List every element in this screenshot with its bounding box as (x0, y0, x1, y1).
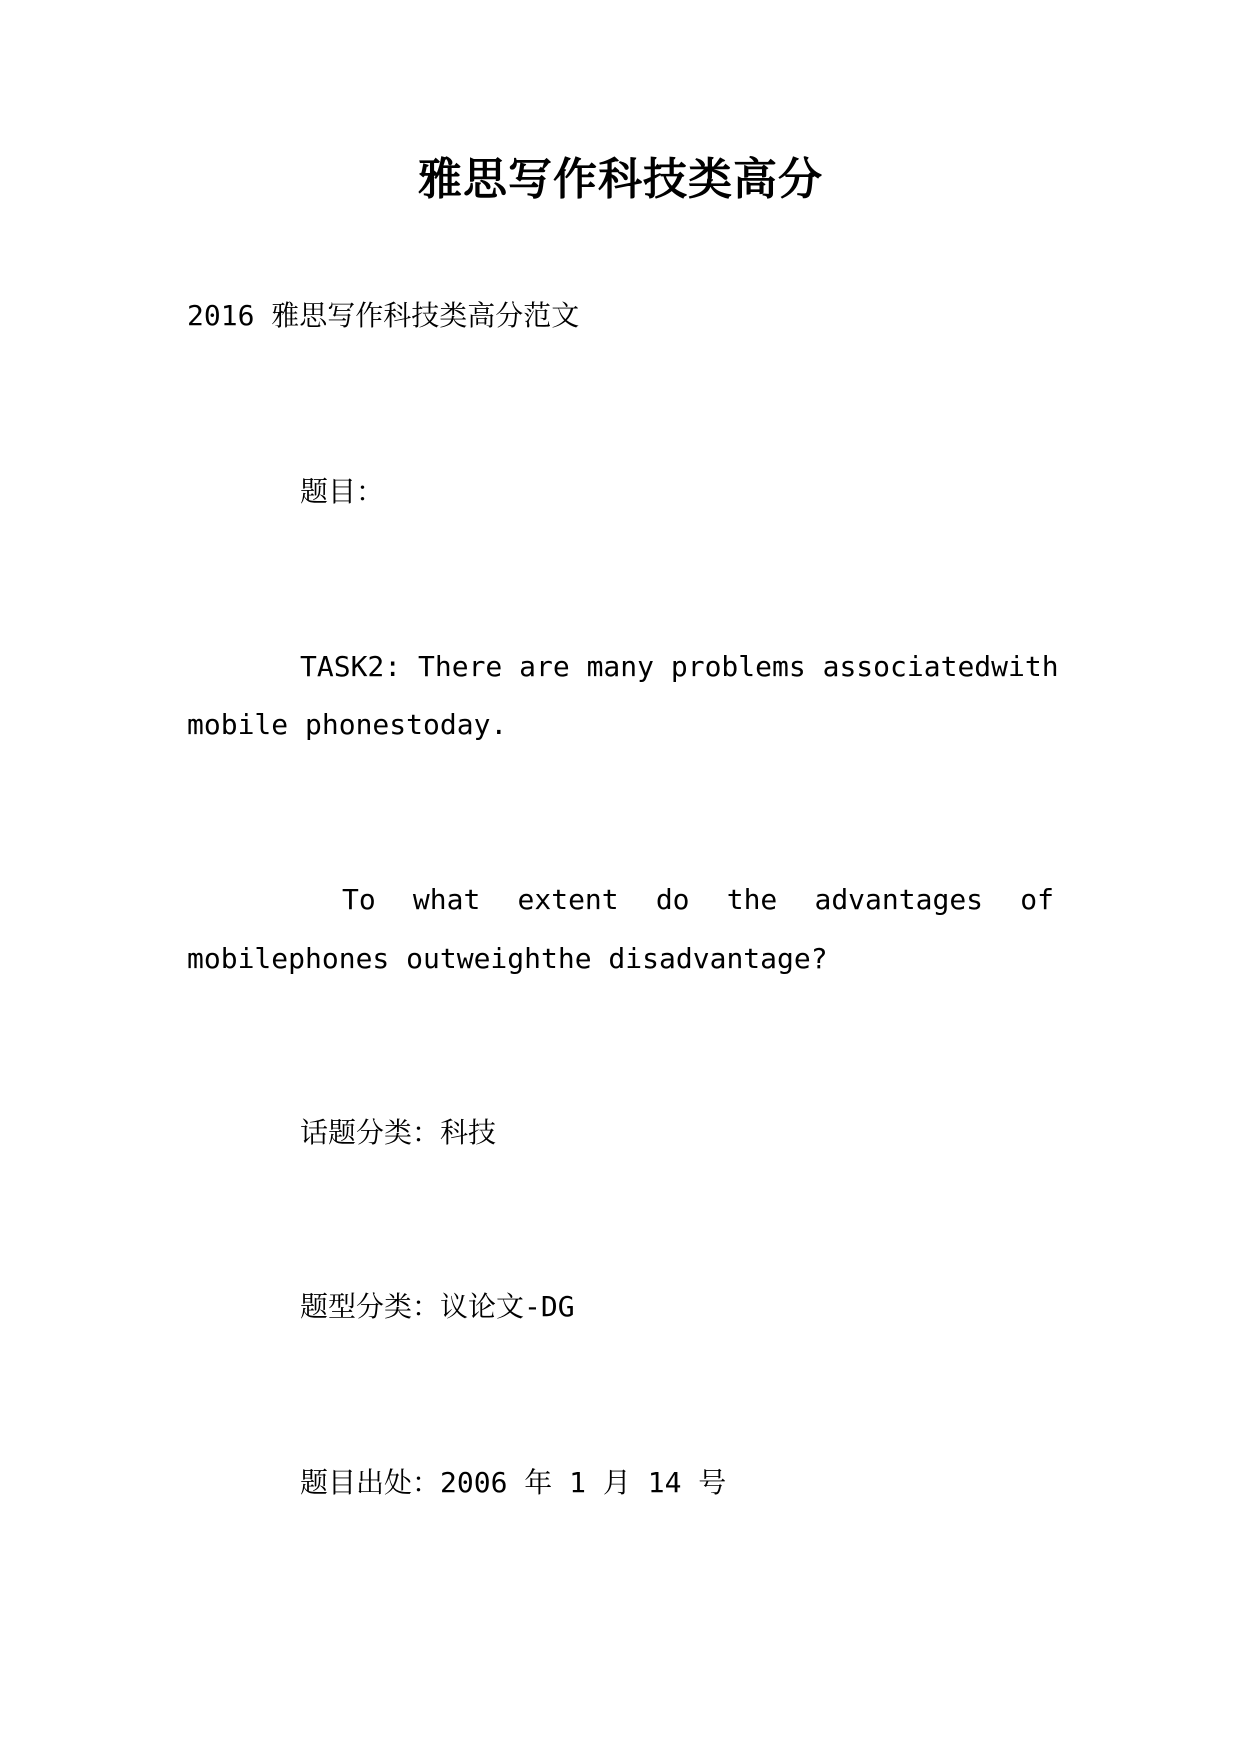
topic-category: 话题分类：科技 (300, 1116, 497, 1149)
question-word: what (412, 883, 481, 916)
document-subtitle: 2016 雅思写作科技类高分范文 (187, 299, 580, 332)
question-type: 题型分类：议论文-DG (300, 1290, 575, 1323)
question-word: advantages (814, 883, 984, 916)
question-word: of (1020, 883, 1054, 916)
question-word: do (655, 883, 690, 916)
document-title: 雅思写作科技类高分 (418, 154, 823, 205)
task-text-line-1: TASK2: There are many problems associatedwith (300, 650, 1059, 683)
task-text-line-2: mobile phonestoday. (187, 708, 508, 741)
question-word: To (342, 883, 376, 916)
question-word: the (726, 883, 778, 916)
question-source: 题目出处：2006 年 1 月 14 号 (300, 1466, 727, 1499)
question-text-line-1 (187, 880, 1054, 920)
question-text-line-2: mobilephones outweighthe disadvantage? (187, 942, 828, 975)
question-word: extent (517, 883, 619, 916)
prompt-label: 题目： (300, 475, 385, 508)
